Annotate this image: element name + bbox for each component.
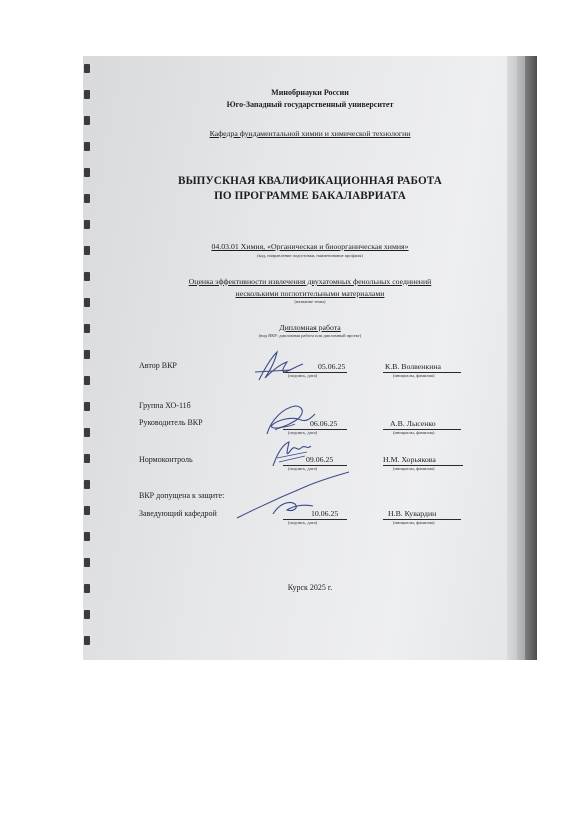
city-year: Курск 2025 г. xyxy=(287,583,333,592)
topic-note: (название темы) xyxy=(294,299,326,304)
scanned-page-photo xyxy=(83,56,537,660)
work-type-note: (вид ВКР: дипломная работа или дипломный проект) xyxy=(258,333,362,338)
signature-date-note: (подпись, дата) xyxy=(288,520,318,525)
page-edge-shadow xyxy=(525,56,537,660)
normcontrol-date: 09.06.25 xyxy=(306,455,334,464)
university-name: Юго-Западный государственный университет xyxy=(226,100,394,109)
head-name: Н.В. Кувардин xyxy=(388,509,437,518)
normcontrol-name: Н.М. Хорьякова xyxy=(383,455,436,464)
author-date: 05.06.25 xyxy=(318,362,346,371)
author-signature xyxy=(251,346,311,386)
topic-line2: несколькими поглотительными материалами xyxy=(235,289,385,298)
head-signature xyxy=(233,468,353,526)
ministry-name: Минобрнауки России xyxy=(271,88,349,97)
name-note: (инициалы, фамилия) xyxy=(393,430,435,435)
author-name: К.В. Волвенкина xyxy=(385,362,441,371)
program-note: (код, направление подготовки, наименование профиля) xyxy=(257,253,363,258)
spiral-binding xyxy=(83,56,95,660)
page-edge xyxy=(507,56,517,660)
group-label: Группа ХО-11б xyxy=(139,401,191,410)
name-note: (инициалы, фамилия) xyxy=(393,373,435,378)
page-edge xyxy=(517,56,525,660)
supervisor-date: 06.06.25 xyxy=(310,419,338,428)
admitted-label: ВКР допущена к защите: xyxy=(139,491,225,500)
author-label: Автор ВКР xyxy=(139,361,177,370)
supervisor-label: Руководитель ВКР xyxy=(139,418,203,427)
name-note: (инициалы, фамилия) xyxy=(393,520,435,525)
signature-date-note: (подпись, дата) xyxy=(288,373,318,378)
head-label: Заведующий кафедрой xyxy=(139,509,217,518)
work-title-line1: ВЫПУСКНАЯ КВАЛИФИКАЦИОННАЯ РАБОТА xyxy=(178,175,442,187)
signature-date-note: (подпись, дата) xyxy=(288,466,318,471)
normcontrol-label: Нормоконтроль xyxy=(139,455,193,464)
topic-line1: Оценка эффективности извлечения двухатомных фенольных соединений xyxy=(188,277,432,286)
program-code: 04.03.01 Химия, «Органическая и биоорганическая химия» xyxy=(211,242,409,251)
work-title-line2: ПО ПРОГРАММЕ БАКАЛАВРИАТА xyxy=(214,190,406,202)
work-type: Дипломная работа xyxy=(279,323,341,332)
department-name: Кафедра фундаментальной химии и химической технологии xyxy=(209,129,411,138)
name-note: (инициалы, фамилия) xyxy=(393,466,435,471)
supervisor-name: А.В. Лысенко xyxy=(390,419,436,428)
head-date: 10.06.25 xyxy=(311,509,339,518)
normcontrol-signature xyxy=(267,436,317,472)
signature-date-note: (подпись, дата) xyxy=(288,430,318,435)
